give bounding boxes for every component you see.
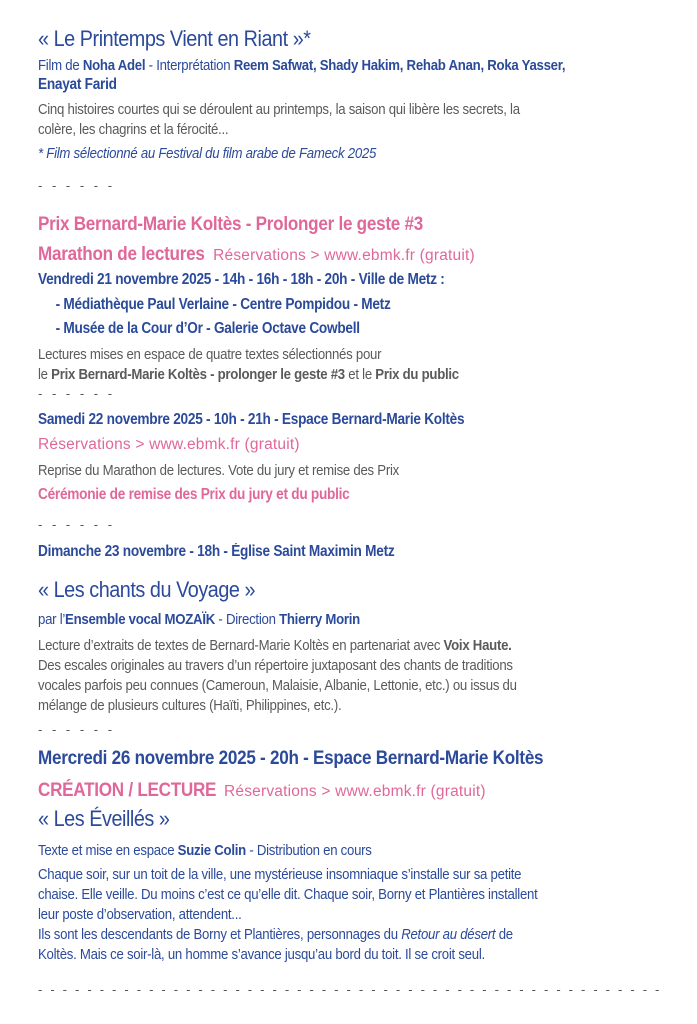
separator: - - - - - - xyxy=(38,517,116,532)
wednesday-heading: Mercredi 26 novembre 2025 - 20h - Espace Bernard-Marie Koltès xyxy=(38,748,544,769)
wednesday-desc-line5: Koltès. Mais ce soir-là, un homme s’avance jusqu’au bord du toit. Il se croit seul. xyxy=(38,946,485,963)
film-footnote: * Film sélectionné au Festival du film arabe de Fameck 2025 xyxy=(38,145,377,162)
film-cast-line2: Enayat Farid xyxy=(38,76,117,93)
saturday-reservations[interactable]: Réservations > www.ebmk.fr (gratuit) xyxy=(38,436,300,453)
film-cast: Reem Safwat, Shady Hakim, Rehab Anan, Roka Yasser, xyxy=(233,57,566,74)
credits-prefix: Texte et mise en espace xyxy=(38,842,178,859)
marathon-line xyxy=(38,244,475,266)
wednesday-desc-line2: chaise. Elle veille. Du moins c’est ce qu’elle dit. Chaque soir, Borny et Plantières installent xyxy=(38,886,538,903)
desc-prefix: Ils sont les descendants de Borny et Plantières, personnages du xyxy=(38,926,402,943)
separator-long: - - - - - - - - - - - - - - - - - - - - - - - - - - - - - - - - - - - - - - - - - - - - - - - - - - - xyxy=(38,982,662,997)
prix-desc-line1: Lectures mises en espace de quatre textes sélectionnés pour xyxy=(38,346,382,363)
credits-suffix: - Distribution en cours xyxy=(245,842,372,859)
desc-prefix: le xyxy=(38,366,52,383)
author-name: Suzie Colin xyxy=(177,842,246,859)
film-synopsis-line1: Cinq histoires courtes qui se déroulent au printemps, la saison qui libère les secrets, la xyxy=(38,101,520,118)
prix-public: Prix du public xyxy=(375,366,459,383)
venues-line1: - Médiathèque Paul Verlaine - Centre Pompidou - Metz xyxy=(55,296,391,313)
wednesday-title: « Les Éveillés » xyxy=(38,806,170,831)
sunday-credits xyxy=(38,611,360,628)
sunday-desc-line1 xyxy=(38,637,512,654)
wednesday-credits xyxy=(38,842,372,859)
sunday-director: Thierry Morin xyxy=(279,611,360,628)
wednesday-desc-line1: Chaque soir, sur un toit de la ville, une mystérieuse insomniaque s’installe sur sa petite xyxy=(38,866,522,883)
film-director: Noha Adel xyxy=(82,57,146,74)
desc-prefix: Lecture d’extraits de textes de Bernard-Marie Koltès en partenariat avec xyxy=(38,637,444,654)
creation-line xyxy=(38,780,486,802)
reservations-link[interactable]: Réservations > www.ebmk.fr (gratuit) xyxy=(213,247,475,264)
ensemble-name: Ensemble vocal MOZAÏK xyxy=(65,611,216,628)
desc-suffix: de xyxy=(495,926,513,943)
wednesday-desc-line3: leur poste d’observation, attendent... xyxy=(38,906,242,923)
saturday-desc: Reprise du Marathon de lectures. Vote du jury et remise des Prix xyxy=(38,462,399,479)
credits-mid: - Direction xyxy=(215,611,280,628)
wednesday-reservations[interactable]: Réservations > www.ebmk.fr (gratuit) xyxy=(223,783,486,800)
friday-line: Vendredi 21 novembre 2025 - 14h - 16h - 18h - 20h - Ville de Metz : xyxy=(38,271,445,288)
credits-mid: - Interprétation xyxy=(145,57,234,74)
sunday-desc-line3: vocales parfois peu connues (Cameroun, Malaisie, Albanie, Lettonie, etc.) ou issus du xyxy=(38,677,517,694)
sunday-desc-line4: mélange de plusieurs cultures (Haïti, Philippines, etc.). xyxy=(38,697,342,714)
work-title: Retour au désert xyxy=(401,926,496,943)
creation-label: CRÉATION / LECTURE xyxy=(38,780,217,801)
separator: - - - - - - xyxy=(38,722,116,737)
saturday-heading: Samedi 22 novembre 2025 - 10h - 21h - Espace Bernard-Marie Koltès xyxy=(38,411,465,428)
wednesday-desc-line4 xyxy=(38,926,513,943)
prix-desc-line2 xyxy=(38,366,459,383)
prix-title: Prix Bernard-Marie Koltès - Prolonger le geste #3 xyxy=(38,214,423,235)
saturday-ceremony: Cérémonie de remise des Prix du jury et du public xyxy=(38,486,350,503)
sunday-title: « Les chants du Voyage » xyxy=(38,577,256,602)
sunday-heading: Dimanche 23 novembre - 18h - Église Saint Maximin Metz xyxy=(38,543,395,560)
credits-prefix: par l’ xyxy=(38,611,66,628)
desc-mid: et le xyxy=(344,366,376,383)
separator: - - - - - - xyxy=(38,386,116,401)
prix-name: Prix Bernard-Marie Koltès - prolonger le geste #3 xyxy=(51,366,345,383)
film-synopsis-line2: colère, les chagrins et la férocité... xyxy=(38,121,229,138)
separator: - - - - - - xyxy=(38,178,116,193)
marathon-label: Marathon de lectures xyxy=(38,244,205,265)
venues-line2: - Musée de la Cour d’Or - Galerie Octave Cowbell xyxy=(55,320,360,337)
film-title: « Le Printemps Vient en Riant »* xyxy=(38,26,311,51)
film-credits xyxy=(38,57,565,74)
credits-prefix: Film de xyxy=(38,57,83,74)
sunday-desc-line2: Des escales originales au travers d’un répertoire juxtaposant des chants de traditions xyxy=(38,657,513,674)
partner-name: Voix Haute. xyxy=(443,637,512,654)
